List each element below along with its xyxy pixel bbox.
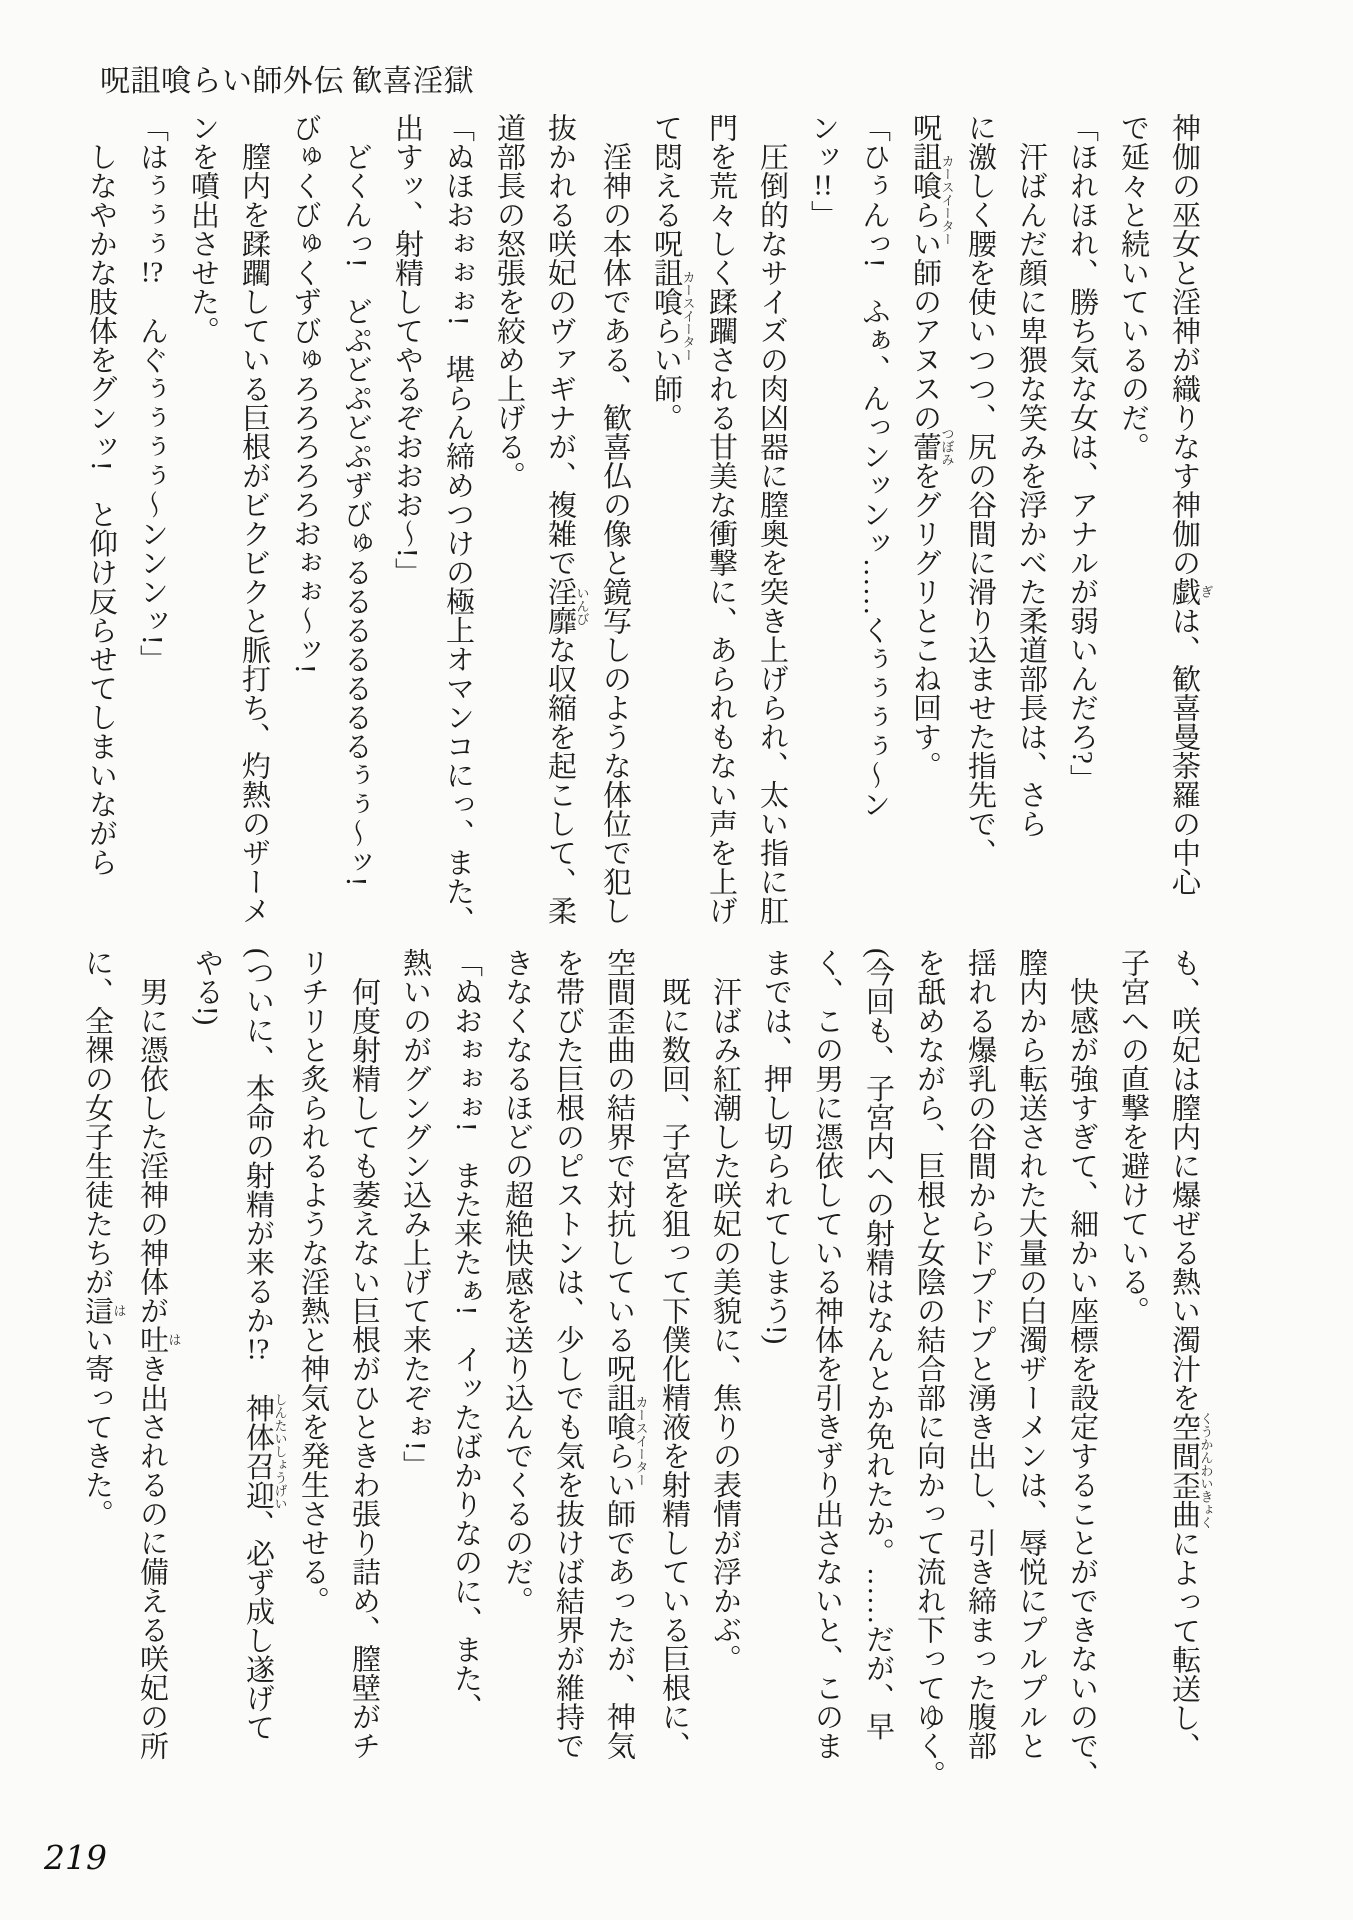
text-line: 子宮への直撃を避けている。 <box>1117 948 1149 1325</box>
text-line: ンッ!!」 <box>807 113 839 229</box>
tatechuyoko-text: !? <box>140 258 164 287</box>
text-line: 既に数回、子宮を狙って下僕化精液を射精している巨根に、 <box>658 977 690 1760</box>
text-line: (ついに、本命の射精が来るか!? 神体召迎しんたいしょうげい、必ず成し遂げて <box>242 948 288 1742</box>
text-line: どくんっ! どぷどぷどぷずびゅるるるるるるるぅぅ〜ッ! <box>340 142 372 887</box>
text-line: 男に憑依した淫神の神体が吐はき出されるのに備える咲妃の所 <box>136 977 182 1760</box>
text-line: く、この男に憑依している神体を引きずり出さないと、このま <box>811 948 843 1760</box>
text-line: 神伽の巫女と淫神が織りなす神伽の戯ぎは、歓喜曼荼羅の中心 <box>1168 113 1214 896</box>
tatechuyoko-text: !? <box>246 1334 270 1364</box>
text-line: びゅくびゅくずびゅろろろろろおぉぉ〜ッ! <box>289 113 321 674</box>
text-line: 淫神の本体である、歓喜仏の像と鏡写しのような体位で犯し <box>599 142 631 925</box>
text-line: 何度射精しても萎えない巨根がひときわ張り詰め、膣壁がチ <box>348 977 380 1760</box>
text-line: 道部長の怒張を絞め上げる。 <box>493 113 525 490</box>
text-line: リチリと炙られるような淫熱と神気を発生させる。 <box>297 948 329 1615</box>
page-number: 219 <box>44 1838 107 1877</box>
text-line: も、咲妃は膣内に爆ぜる熱い濁汁を空間歪曲くうかんわいきょくによって転送し、 <box>1168 948 1214 1761</box>
text-line: に、全裸の女子生徒たちが這はい寄ってきた。 <box>81 948 127 1528</box>
text-line: 「ほれほれ、勝ち気な女は、アナルが弱いんだろ?」 <box>1066 113 1098 793</box>
text-line: 快感が強すぎて、細かい座標を設定することができないので、 <box>1066 977 1098 1789</box>
text-line: を帯びた巨根のピストンは、少しでも気を抜けば結界が維持で <box>552 948 584 1760</box>
text-line: 「ひぅんっ! ふぁ、んっンッンッ……くぅぅぅぅ〜ン <box>858 113 890 819</box>
text-line: て悶える呪詛喰らい師カースイーター。 <box>650 113 696 432</box>
text-line: 出すッ、射精してやるぞおおお〜!」 <box>391 113 423 587</box>
text-line: やる!) <box>191 948 223 1026</box>
text-line: 呪詛喰らい師カースイーターのアヌスの蕾つぼみをグリグリとこね回す。 <box>909 113 955 780</box>
text-line: 「ぬほおぉぉぉ! 堪らん締めつけの極上オマンコにっ、また、 <box>442 113 474 935</box>
text-line: 圧倒的なサイズの肉凶器に膣奥を突き上げられ、太い指に肛 <box>756 142 788 925</box>
text-line: 「はぅぅぅ!? んぐぅぅぅぅ〜ンンンッ!」 <box>136 113 168 674</box>
text-line: (今回も、子宮内への射精はなんとか免れたか。……だが、早 <box>862 948 894 1741</box>
text-line: 汗ばんだ顔に卑猥な笑みを浮かべた柔道部長は、さら <box>1015 142 1047 838</box>
text-line: 膣内から転送された大量の白濁ザーメンは、辱悦にプルプルと <box>1015 948 1047 1760</box>
tatechuyoko-text: !! <box>813 171 833 200</box>
text-line: までは、押し切られてしまう!) <box>760 948 792 1345</box>
text-line: 熱いのがグングン込み上げて来たぞぉ!」 <box>399 948 431 1480</box>
text-line: 揺れる爆乳の谷間からドプドプと湧き出し、引き締まった腹部 <box>964 948 996 1760</box>
text-line: 膣内を蹂躙している巨根がビクビクと脈打ち、灼熱のザーメ <box>238 142 270 925</box>
text-line: で延々と続いているのだ。 <box>1117 113 1149 461</box>
page-title: 呪詛喰らい師外伝 歓喜淫獄 <box>100 65 474 98</box>
text-line: を舐めながら、巨根と女陰の結合部に向かって流れ下ってゆく。 <box>913 948 945 1789</box>
text-line: 汗ばみ紅潮した咲妃の美貌に、焦りの表情が浮かぶ。 <box>709 977 741 1673</box>
text-line: 空間歪曲の結界で対抗している呪詛喰らい師カースイーターであったが、神気 <box>603 948 649 1760</box>
text-line: に激しく腰を使いつつ、尻の谷間に滑り込ませた指先で、 <box>964 113 996 867</box>
text-band-upper <box>85 113 1214 961</box>
text-line: 抜かれる咲妃のヴァギナが、複雑で淫靡いんびな収縮を起こして、柔 <box>544 113 590 925</box>
text-line: きなくなるほどの超絶快感を送り込んでくるのだ。 <box>501 948 533 1615</box>
text-line: しなやかな肢体をグンッ! と仰け反らせてしまいながら <box>85 142 117 877</box>
text-line: ンを噴出させた。 <box>187 113 219 345</box>
text-band-lower <box>81 948 1214 1796</box>
text-line: 門を荒々しく蹂躙される甘美な衝撃に、あられもない声を上げ <box>705 113 737 925</box>
text-line: 「ぬおぉぉぉ! また来たぁ! イッたばかりなのに、また、 <box>450 948 482 1722</box>
